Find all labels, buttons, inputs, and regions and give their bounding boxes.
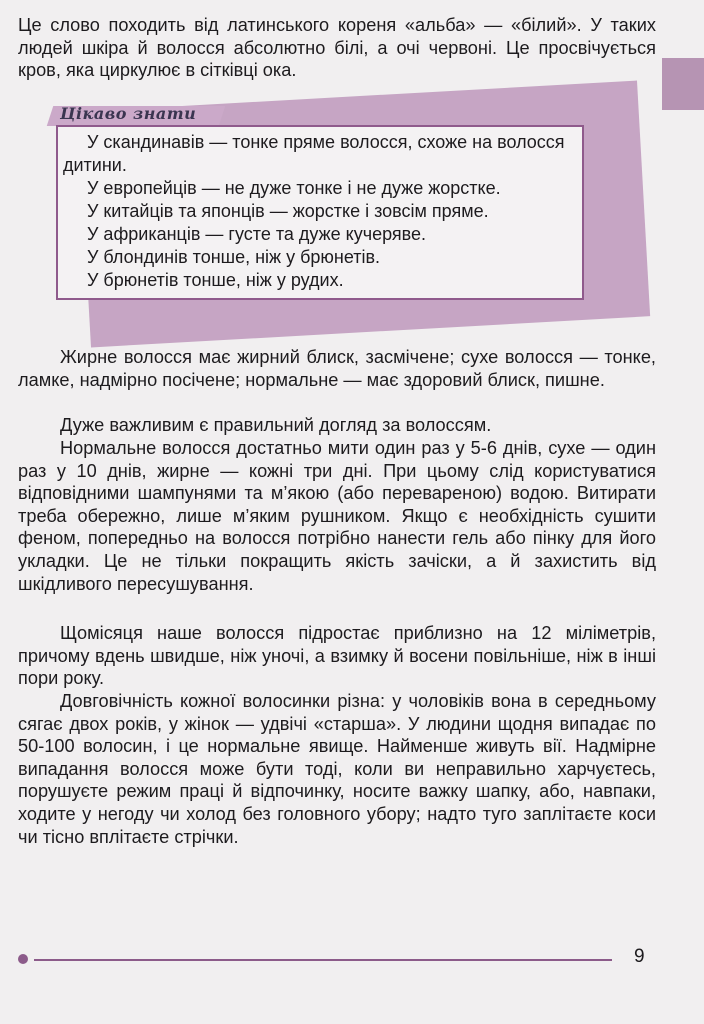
- fact-box-title: Цікаво знати: [60, 104, 197, 123]
- intro-paragraph: Це слово походить від латинського кореня «альба» — «білий». У таких людей шкіра й волосся абсолютно білі, а очі червоні. Це просвічується кров, яка циркулює в сітківці ока.: [18, 15, 656, 81]
- fact-item: У китайців та японців — жорстке і зовсім пряме.: [87, 201, 489, 221]
- fact-box: [56, 125, 584, 300]
- fact-item: У европейців — не дуже тонке і не дуже жорстке.: [87, 178, 501, 198]
- body-paragraph: Жирне волосся має жирний блиск, засмічене; сухе волосся — тонке, ламке, надмірно посічене; нормальне — має здоровий блиск, пишне.: [18, 347, 656, 390]
- fact-item: У скандинавів — тонке пряме волосся, схоже на волосся дитини.: [63, 132, 565, 175]
- body-paragraph: Довговічність кожної волосинки різна: у чоловіків вона в середньому сягає двох років, у жінок — удвічі «старша». У людини щодня випадає по 50-100 волосин, і це нормальне явище. Найменше живуть вії. Надмірне випадання волосся може бути тоді, коли ви неправильно харчуєтесь, порушуєте режим праці й відпочинку, носите важку шапку, або, навпаки, ходите у негоду чи холод без головного убору; надто туго заплітаєте коси чи тісно вплітаєте стрічки.: [18, 691, 656, 847]
- body-paragraph: Нормальне волосся достатньо мити один раз у 5-6 днів, сухе — один раз у 10 днів, жирне — кожні три дні. При цьому слід користуватися відповідними шампунями та м’якою (або перевареною) водою. Витирати треба обережно, лише м’яким рушником. Якщо є необхідність сушити феном, попередньо на волосся потрібно нанести гель або пінку для його укладки. Це не тільки покращить якість зачіски, а й захистить від шкідливого пересушування.: [18, 438, 656, 594]
- footer-dot: [18, 954, 28, 964]
- fact-list: [63, 131, 577, 292]
- chapter-tab: [662, 58, 704, 110]
- fact-item: У блондинів тонше, ніж у брюнетів.: [87, 247, 381, 267]
- fact-item: У брюнетів тонше, ніж у рудих.: [87, 270, 344, 290]
- fact-item: У африканців — густе та дуже кучеряве.: [87, 224, 427, 244]
- footer-rule: [34, 959, 612, 961]
- body-paragraph: Щомісяця наше волосся підростає приблизно на 12 міліметрів, причому вдень швидше, ніж уночі, а взимку й восени повільніше, ніж в інші пори року.: [18, 623, 656, 689]
- page-number: 9: [634, 946, 645, 967]
- body-paragraph: Дуже важливим є правильний догляд за волоссям.: [60, 415, 492, 435]
